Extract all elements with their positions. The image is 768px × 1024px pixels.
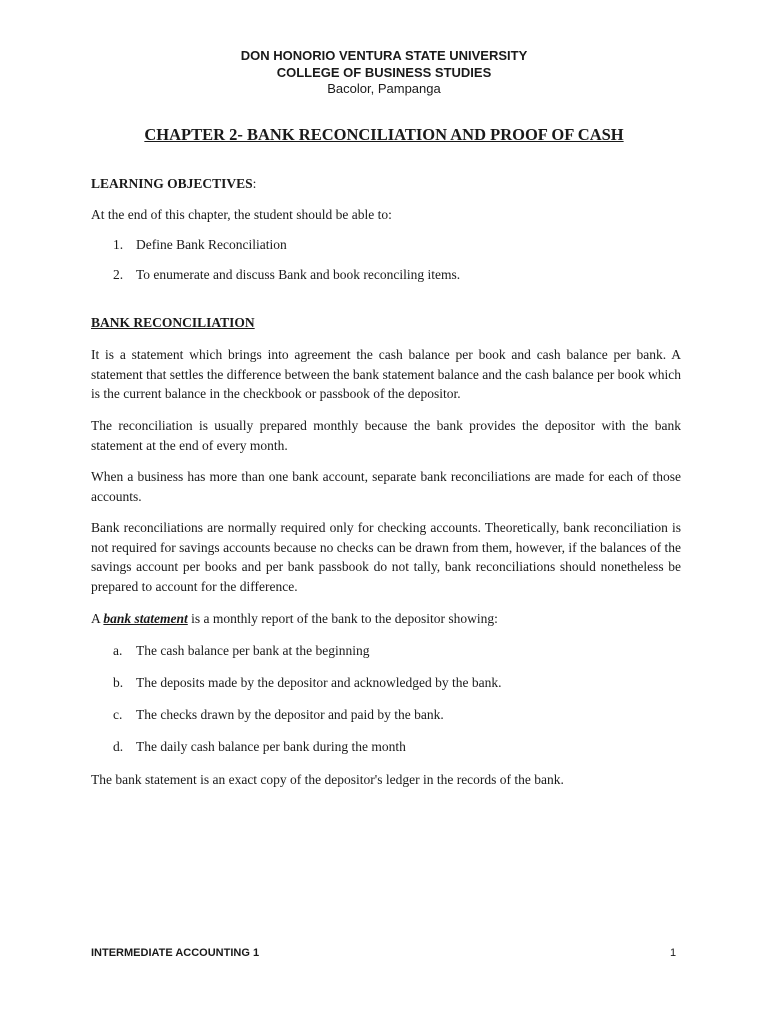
learning-objectives-heading-text: LEARNING OBJECTIVES bbox=[91, 176, 253, 191]
objective-marker: 2. bbox=[113, 267, 124, 282]
checking-accounts-paragraph: Bank reconciliations are normally required only for checking accounts. Theoretically, bank reconciliation is not required for savings accounts because no checks can be drawn from them, however, if the balances of the savings account per books and per bank passbook do not tally, bank reconciliations should nonetheless be prepared to account for the difference. bbox=[91, 520, 681, 594]
bank-statement-suffix: is a monthly report of the bank to the depositor showing: bbox=[187, 611, 498, 626]
bank-statement-intro bbox=[91, 609, 681, 629]
objective-item: To enumerate and discuss Bank and book reconciling items. bbox=[136, 267, 461, 282]
monthly-paragraph: The reconciliation is usually prepared monthly because the bank provides the depositor with the bank statement at the end of every month. bbox=[91, 418, 681, 453]
statement-item: The deposits made by the depositor and acknowledged by the bank. bbox=[136, 675, 502, 690]
chapter-title: CHAPTER 2- BANK RECONCILIATION AND PROOF OF CASH bbox=[144, 125, 624, 144]
statement-item-marker: b. bbox=[113, 675, 124, 690]
statement-item: The daily cash balance per bank during the month bbox=[136, 739, 406, 754]
closing-paragraph: The bank statement is an exact copy of the depositor's ledger in the records of the bank. bbox=[91, 772, 564, 787]
learning-objectives-heading bbox=[91, 174, 681, 194]
page-number: 1 bbox=[670, 947, 677, 959]
location: Bacolor, Pampanga bbox=[327, 81, 441, 96]
definition-paragraph: It is a statement which brings into agreement the cash balance per book and cash balance per bank. A statement that settles the difference between the bank statement balance and the cash balance per book which is the current balance in the checkbook or passbook of the depositor. bbox=[91, 347, 681, 401]
college-name: COLLEGE OF BUSINESS STUDIES bbox=[276, 65, 492, 80]
statement-item-marker: a. bbox=[113, 643, 123, 658]
bank-statement-prefix: A bbox=[91, 611, 104, 626]
footer-course: INTERMEDIATE ACCOUNTING 1 bbox=[91, 947, 260, 959]
statement-item: The checks drawn by the depositor and paid by the bank. bbox=[136, 707, 444, 722]
bank-reconciliation-heading: BANK RECONCILIATION bbox=[91, 315, 255, 330]
learning-objectives-heading-colon: : bbox=[252, 176, 257, 191]
university-name: DON HONORIO VENTURA STATE UNIVERSITY bbox=[240, 48, 528, 63]
objective-marker: 1. bbox=[113, 237, 124, 252]
bank-statement-term: bank statement bbox=[103, 611, 188, 626]
statement-item: The cash balance per bank at the beginning bbox=[136, 643, 370, 658]
objectives-intro: At the end of this chapter, the student should be able to: bbox=[91, 207, 392, 222]
statement-item-marker: c. bbox=[113, 707, 123, 722]
statement-item-marker: d. bbox=[113, 739, 124, 754]
multiple-accounts-paragraph: When a business has more than one bank account, separate bank reconciliations are made for each of those accounts. bbox=[91, 469, 681, 504]
objective-item: Define Bank Reconciliation bbox=[136, 237, 287, 252]
